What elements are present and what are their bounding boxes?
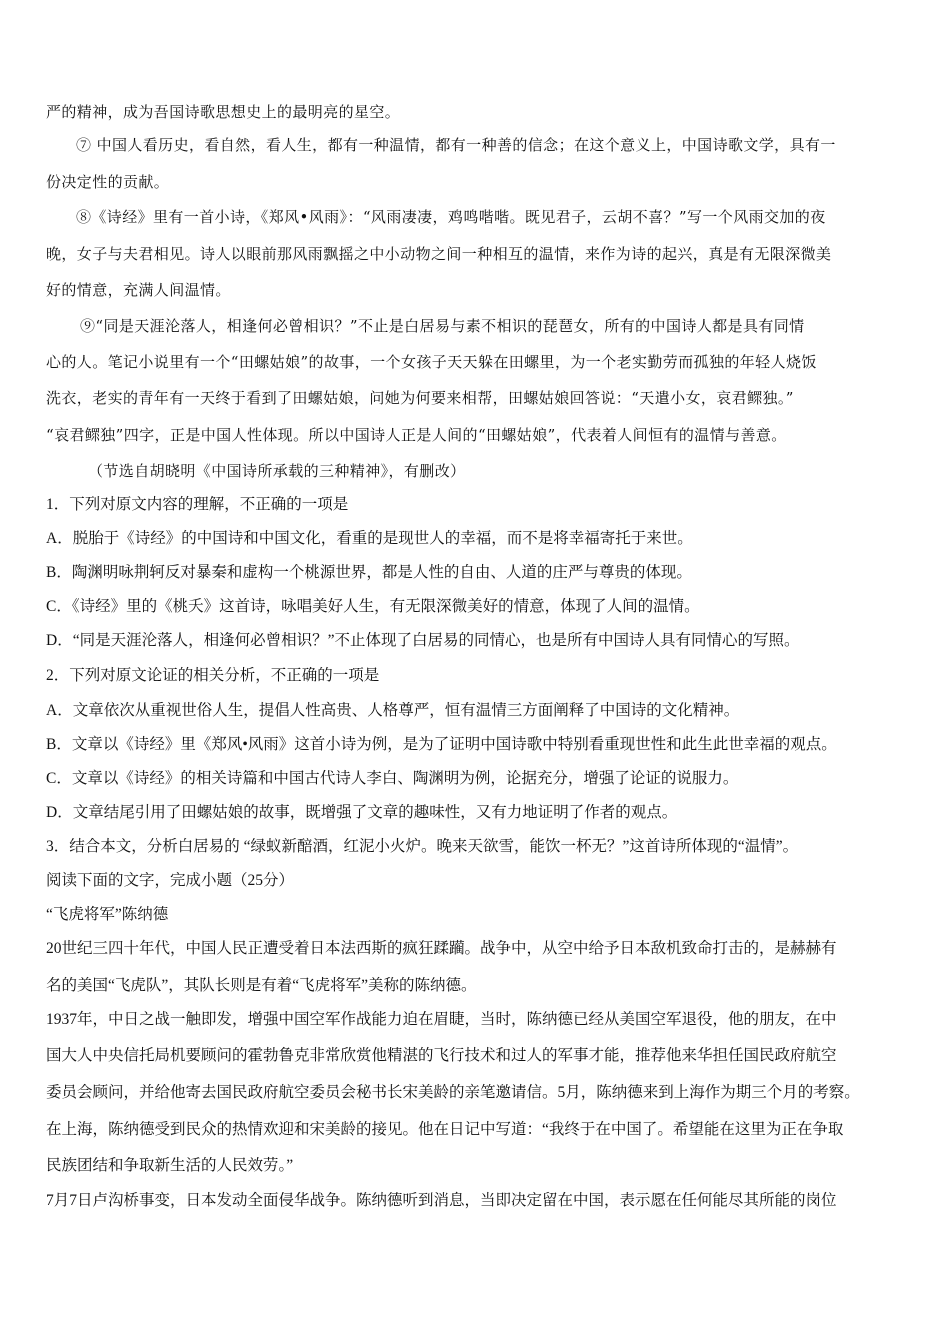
question-2-stem: 2．下列对原文论证的相关分析，不正确的一项是 <box>46 667 380 684</box>
passage-line: 严的精神，成为吾国诗歌思想史上的最明亮的星空。 <box>46 103 401 121</box>
passage-line: 洗衣，老实的青年有一天终于看到了田螺姑娘，问她为何要来相帮，田螺姑娘回答说：“天遣小女，哀君鳏独。” <box>46 389 794 407</box>
article-line: 国大人中央信托局机要顾问的霍勃鲁克非常欣赏他精湛的飞行技术和过人的军事才能，推荐他来华担任国民政府航空 <box>46 1047 837 1064</box>
question-3-stem: 3．结合本文，分析白居易的 “绿蚁新醅酒，红泥小火炉。晚来天欲雪，能饮一杯无？”这首诗所体现的“温情”。 <box>46 838 799 855</box>
article-line: 名的美国“飞虎队”，其队长则是有着“飞虎将军”美称的陈纳德。 <box>46 977 477 994</box>
passage-paragraph-8: ⑧《诗经》里有一首小诗，《郑风•风雨》：“风雨凄凄，鸡鸣喈喈。既见君子，云胡不喜？”写一个风雨交加的夜 <box>76 208 826 226</box>
article-title: “飞虎将军”陈纳德 <box>46 906 169 923</box>
question-2-option-a: A．文章依次从重视世俗人生，提倡人性高贵、人格尊严，恒有温情三方面阐释了中国诗的文化精神。 <box>46 702 740 719</box>
article-line: 委员会顾问，并给他寄去国民政府航空委员会秘书长宋美龄的亲笔邀请信。5月，陈纳德来到上海作为期三个月的考察。 <box>46 1084 860 1101</box>
question-2-option-c: C．文章以《诗经》的相关诗篇和中国古代诗人李白、陶渊明为例，论据充分，增强了论证的说服力。 <box>46 770 739 787</box>
passage-paragraph-9: ⑨“同是天涯沦落人，相逢何必曾相识？”不止是白居易与素不相识的琵琶女，所有的中国诗人都是具有同情 <box>80 317 805 335</box>
question-1-option-a: A．脱胎于《诗经》的中国诗和中国文化，看重的是现世人的幸福，而不是将幸福寄托于来世。 <box>46 530 693 547</box>
question-1-stem: 1．下列对原文内容的理解，不正确的一项是 <box>46 496 349 513</box>
passage-paragraph-7: ⑦ 中国人看历史，看自然，看人生，都有一种温情，都有一种善的信念；在这个意义上，中国诗歌文学，具有一 <box>76 136 836 154</box>
article-line: 7月7日卢沟桥事变，日本发动全面侵华战争。陈纳德听到消息，当即决定留在中国，表示愿在任何能尽其所能的岗位 <box>46 1192 837 1209</box>
passage-line: 晚，女子与夫君相见。诗人以眼前那风雨飘摇之中小动物之间一种相互的温情，来作为诗的起兴，真是有无限深微美 <box>46 245 832 263</box>
question-2-option-b: B．文章以《诗经》里《郑风•风雨》这首小诗为例，是为了证明中国诗歌中特别看重现世性和此生此世幸福的观点。 <box>46 736 837 753</box>
question-2-option-d: D．文章结尾引用了田螺姑娘的故事，既增强了文章的趣味性，又有力地证明了作者的观点。 <box>46 804 678 821</box>
question-1-option-d: D．“同是天涯沦落人，相逢何必曾相识？”不止体现了白居易的同情心，也是所有中国诗人具有同情心的写照。 <box>46 632 800 649</box>
question-1-option-b: B．陶渊明咏荆轲反对暴秦和虚构一个桃源世界，都是人性的自由、人道的庄严与尊贵的体现。 <box>46 564 692 581</box>
article-line: 1937年，中日之战一触即发，增强中国空军作战能力迫在眉睫，当时，陈纳德已经从美国空军退役，他的朋友，在中 <box>46 1011 837 1028</box>
passage-line: 好的情意，充满人间温情。 <box>46 281 231 299</box>
passage-line: “哀君鳏独”四字，正是中国人性体现。所以中国诗人正是人间的“田螺姑娘”，代表着人间恒有的温情与善意。 <box>46 426 787 444</box>
article-line: 民族团结和争取新生活的人民效劳。” <box>46 1157 294 1174</box>
question-1-option-c: C．《诗经》里的《桃夭》这首诗，咏唱美好人生，有无限深微美好的情意，体现了人间的温情。 <box>46 598 700 615</box>
passage-line: 份决定性的贡献。 <box>46 173 170 191</box>
passage-line: 心的人。笔记小说里有一个“田螺姑娘”的故事，一个女孩子天天躲在田螺里，为一个老实勤劳而孤独的年轻人烧饭 <box>46 353 817 371</box>
article-line: 在上海，陈纳德受到民众的热情欢迎和宋美龄的接见。他在日记中写道：“我终于在中国了。希望能在这里为正在争取 <box>46 1121 844 1138</box>
reading-instruction: 阅读下面的文字，完成小题（25分） <box>46 872 295 889</box>
source-citation: （节选自胡晓明《中国诗所承载的三种精神》，有删改） <box>88 462 466 480</box>
article-line: 20世纪三四十年代，中国人民正遭受着日本法西斯的疯狂蹂躏。战争中，从空中给予日本敌机致命打击的，是赫赫有 <box>46 940 837 957</box>
